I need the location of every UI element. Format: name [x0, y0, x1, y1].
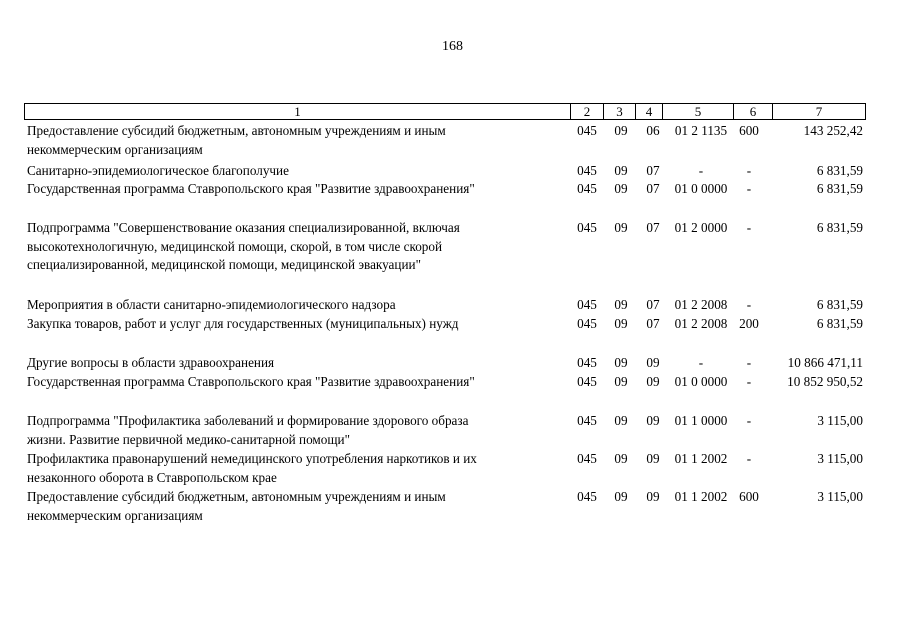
- row-name: [27, 162, 562, 181]
- cell-col5: -: [698, 163, 704, 178]
- column-header-6: 6: [733, 104, 772, 119]
- cell-col3: 09: [614, 220, 628, 235]
- column-header-4: 4: [635, 104, 662, 119]
- row-name-line: специализированной, медицинской помощи, медицинской эвакуации": [27, 257, 421, 272]
- cell-col5: 01 2 2008: [674, 316, 728, 331]
- cell-col4: 09: [646, 374, 660, 389]
- cell-col7: 6 831,59: [816, 297, 863, 312]
- cell-col6: -: [746, 374, 752, 389]
- cell-col4: 09: [646, 451, 660, 466]
- cell-col6: 600: [739, 123, 759, 138]
- cell-col7: 3 115,00: [817, 451, 863, 466]
- row-name: [27, 354, 562, 373]
- cell-col4: 07: [646, 163, 660, 178]
- cell-col6: 200: [739, 316, 759, 331]
- row-name-line: Предоставление субсидий бюджетным, автономным учреждениям и иным: [27, 489, 446, 504]
- row-name-line: некоммерческим организациям: [27, 507, 203, 523]
- column-header-7: 7: [772, 104, 865, 119]
- cell-col2: 045: [577, 316, 597, 331]
- cell-col7: 6 831,59: [816, 181, 863, 196]
- page-number: 168: [442, 39, 463, 54]
- table-header: [24, 103, 866, 120]
- row-name: [27, 412, 562, 449]
- cell-col4: 07: [646, 297, 660, 312]
- cell-col7: 6 831,59: [816, 220, 863, 235]
- cell-col7: 10 852 950,52: [787, 374, 863, 389]
- row-name-line: Другие вопросы в области здравоохранения: [27, 355, 275, 370]
- cell-col5: 01 2 2008: [674, 297, 728, 312]
- row-name-line: Профилактика правонарушений немедицинского употребления наркотиков и их: [27, 451, 477, 466]
- row-name: [27, 122, 562, 159]
- row-name: [27, 450, 562, 487]
- cell-col3: 09: [614, 413, 628, 428]
- column-header-3: 3: [603, 104, 635, 119]
- row-name-line: Закупка товаров, работ и услуг для государственных (муниципальных) нужд: [27, 316, 459, 331]
- cell-col7: 3 115,00: [817, 489, 863, 504]
- cell-col7: 10 866 471,11: [787, 355, 863, 370]
- cell-col5: 01 1 2002: [674, 489, 728, 504]
- row-name-line: высокотехнологичную, медицинской помощи, скорой, в том числе скорой: [27, 238, 443, 254]
- cell-col5: 01 1 2002: [674, 451, 728, 466]
- cell-col6: -: [746, 413, 752, 428]
- row-name: [27, 296, 562, 315]
- cell-col5: 01 2 0000: [674, 220, 728, 235]
- cell-col2: 045: [577, 451, 597, 466]
- cell-col6: -: [746, 163, 752, 178]
- cell-col5: 01 1 0000: [674, 413, 728, 428]
- row-name: [27, 180, 562, 199]
- row-name: [27, 315, 562, 334]
- cell-col2: 045: [577, 413, 597, 428]
- row-name-line: некоммерческим организациям: [27, 141, 203, 157]
- cell-col6: 600: [739, 489, 759, 504]
- cell-col3: 09: [614, 489, 628, 504]
- row-name: [27, 219, 562, 275]
- cell-col4: 07: [646, 181, 660, 196]
- cell-col2: 045: [577, 220, 597, 235]
- cell-col5: 01 0 0000: [674, 374, 728, 389]
- cell-col3: 09: [614, 297, 628, 312]
- cell-col3: 09: [614, 163, 628, 178]
- row-name-line: Мероприятия в области санитарно-эпидемиологического надзора: [27, 297, 396, 312]
- column-header-1: 1: [294, 104, 301, 119]
- row-name-line: Государственная программа Ставропольского края "Развитие здравоохранения": [27, 181, 475, 196]
- column-header-5: 5: [662, 104, 733, 119]
- cell-col7: 3 115,00: [817, 413, 863, 428]
- cell-col2: 045: [577, 374, 597, 389]
- cell-col3: 09: [614, 451, 628, 466]
- column-header-2: 2: [570, 104, 603, 119]
- cell-col3: 09: [614, 123, 628, 138]
- cell-col6: -: [746, 451, 752, 466]
- cell-col4: 09: [646, 355, 660, 370]
- cell-col3: 09: [614, 316, 628, 331]
- cell-col2: 045: [577, 489, 597, 504]
- cell-col4: 09: [646, 489, 660, 504]
- cell-col4: 06: [646, 123, 660, 138]
- row-name: [27, 488, 562, 525]
- cell-col6: -: [746, 297, 752, 312]
- row-name-line: Санитарно-эпидемиологическое благополучие: [27, 163, 289, 178]
- cell-col4: 07: [646, 316, 660, 331]
- cell-col3: 09: [614, 374, 628, 389]
- row-name-line: Государственная программа Ставропольского края "Развитие здравоохранения": [27, 374, 475, 389]
- cell-col5: 01 0 0000: [674, 181, 728, 196]
- row-name-line: Подпрограмма "Профилактика заболеваний и формирование здорового образа: [27, 413, 469, 428]
- cell-col4: 09: [646, 413, 660, 428]
- cell-col6: -: [746, 355, 752, 370]
- row-name: [27, 373, 562, 392]
- cell-col7: 6 831,59: [816, 316, 863, 331]
- cell-col2: 045: [577, 123, 597, 138]
- cell-col2: 045: [577, 355, 597, 370]
- cell-col3: 09: [614, 181, 628, 196]
- cell-col3: 09: [614, 355, 628, 370]
- row-name-line: жизни. Развитие первичной медико-санитарной помощи": [27, 431, 350, 447]
- cell-col4: 07: [646, 220, 660, 235]
- cell-col7: 143 252,42: [803, 123, 863, 138]
- cell-col2: 045: [577, 181, 597, 196]
- cell-col2: 045: [577, 297, 597, 312]
- row-name-line: Предоставление субсидий бюджетным, автономным учреждениям и иным: [27, 123, 446, 138]
- row-name-line: незаконного оборота в Ставропольском крае: [27, 469, 277, 485]
- cell-col6: -: [746, 181, 752, 196]
- cell-col5: -: [698, 355, 704, 370]
- cell-col6: -: [746, 220, 752, 235]
- cell-col2: 045: [577, 163, 597, 178]
- cell-col7: 6 831,59: [816, 163, 863, 178]
- row-name-line: Подпрограмма "Совершенствование оказания специализированной, включая: [27, 220, 460, 235]
- cell-col5: 01 2 1135: [674, 123, 728, 138]
